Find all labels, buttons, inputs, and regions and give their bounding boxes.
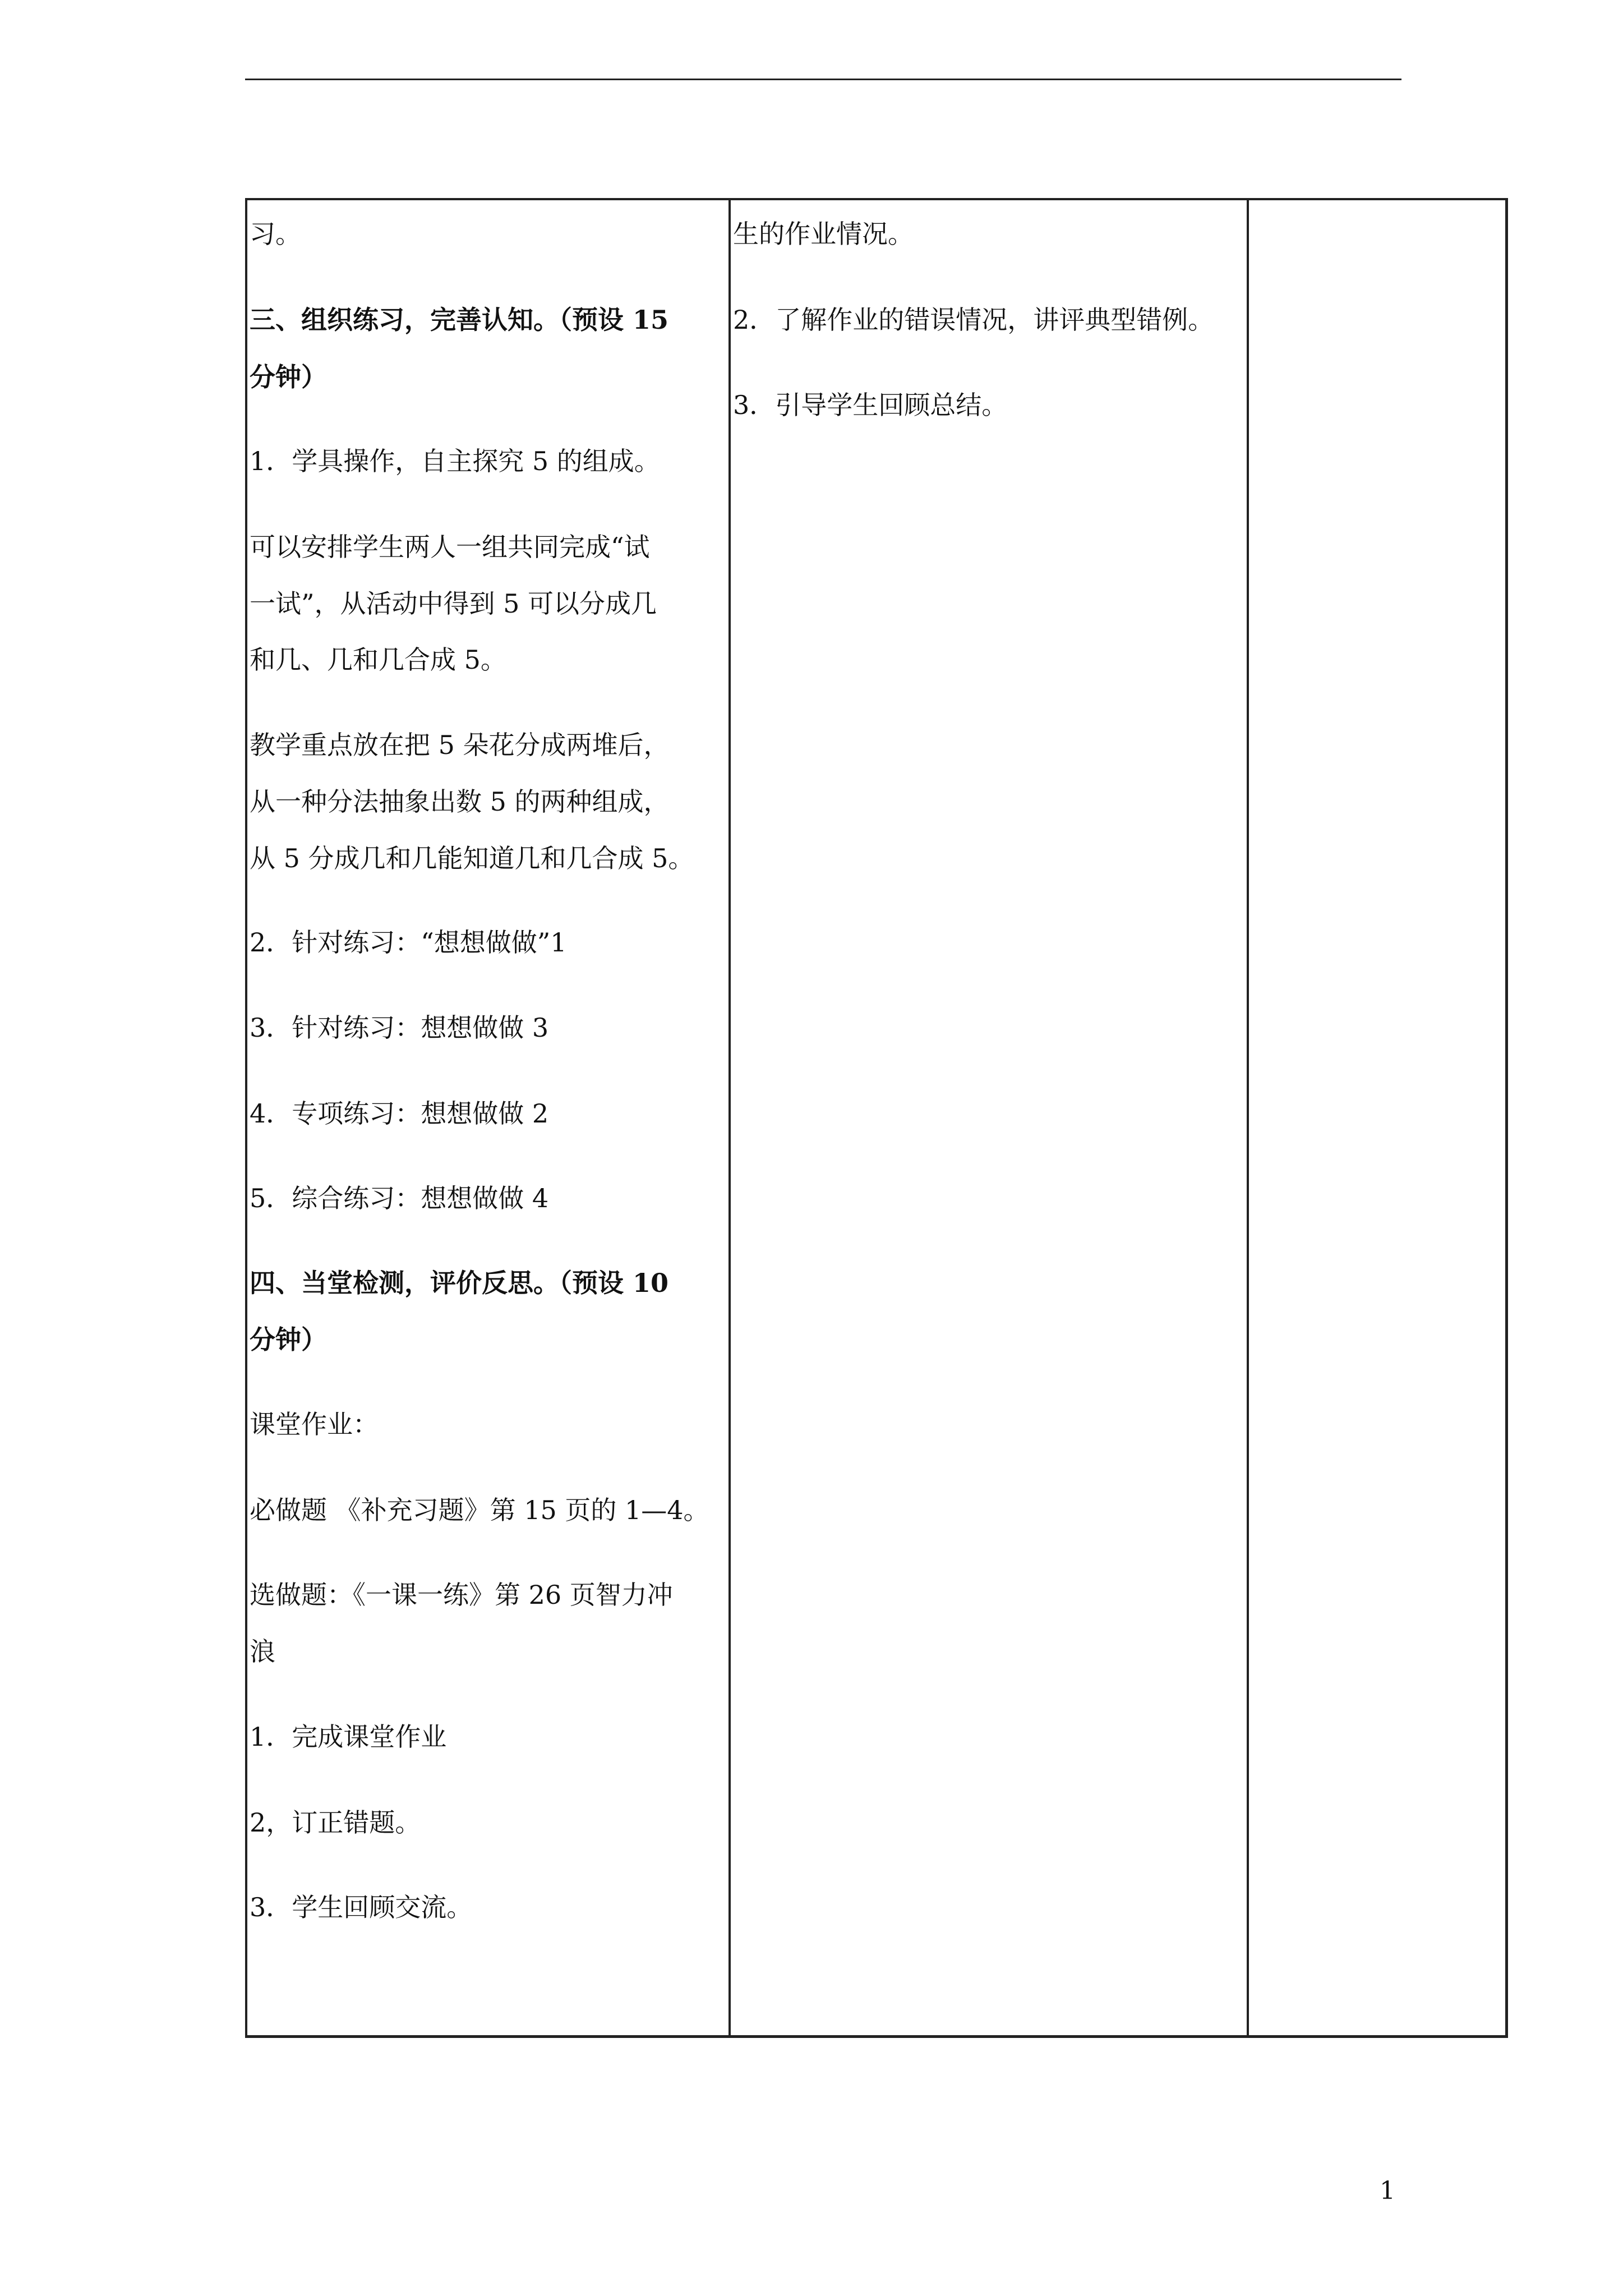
middle-column-line: 生的作业情况。 bbox=[733, 219, 914, 249]
left-column-line: 三、组织练习，完善认知。（预设 15 bbox=[250, 305, 669, 335]
left-column-line: 1．学具操作，自主探究 5 的组成。 bbox=[250, 446, 660, 476]
left-column-line: 选做题：《一课一练》第 26 页智力冲 bbox=[250, 1580, 673, 1610]
left-column-line: 2，订正错题。 bbox=[250, 1807, 421, 1838]
left-column-line: 四、当堂检测，评价反思。（预设 10 bbox=[250, 1268, 669, 1298]
column-divider-2 bbox=[1247, 200, 1249, 2035]
middle-column-line: 2．了解作业的错误情况，讲评典型错例。 bbox=[733, 305, 1214, 335]
left-column-line: 从 5 分成几和几能知道几和几合成 5。 bbox=[250, 843, 694, 873]
left-column-line: 习。 bbox=[250, 219, 301, 249]
left-column-line: 教学重点放在把 5 朵花分成两堆后， bbox=[250, 730, 670, 760]
left-column-line: 分钟） bbox=[250, 1324, 327, 1355]
left-column-line: 浪 bbox=[250, 1636, 275, 1667]
left-column-line: 从一种分法抽象出数 5 的两种组成， bbox=[250, 786, 670, 817]
left-column-line: 3．学生回顾交流。 bbox=[250, 1892, 473, 1922]
page-number: 1 bbox=[1380, 2177, 1395, 2205]
middle-column-line: 3．引导学生回顾总结。 bbox=[733, 390, 1008, 420]
left-column-line: 1．完成课堂作业 bbox=[250, 1722, 447, 1752]
left-column-line: 3．针对练习：想想做做 3 bbox=[250, 1013, 549, 1043]
left-column-line: 分钟） bbox=[250, 362, 327, 392]
left-column-line: 和几、几和几合成 5。 bbox=[250, 645, 506, 675]
left-column-line: 课堂作业： bbox=[250, 1409, 379, 1439]
left-column-line: 一试”，从活动中得到 5 可以分成几 bbox=[250, 588, 657, 619]
left-column-line: 2．针对练习：“想想做做”1 bbox=[250, 927, 567, 958]
left-column-line: 4．专项练习：想想做做 2 bbox=[250, 1098, 549, 1129]
header-rule bbox=[245, 79, 1401, 80]
column-divider-1 bbox=[728, 200, 731, 2035]
left-column-line: 必做题 《补充习题》第 15 页的 1—4。 bbox=[250, 1495, 709, 1525]
left-column-line: 可以安排学生两人一组共同完成“试 bbox=[250, 532, 650, 562]
lesson-plan-table bbox=[245, 198, 1508, 2038]
left-column-line: 5．综合练习：想想做做 4 bbox=[250, 1183, 549, 1213]
